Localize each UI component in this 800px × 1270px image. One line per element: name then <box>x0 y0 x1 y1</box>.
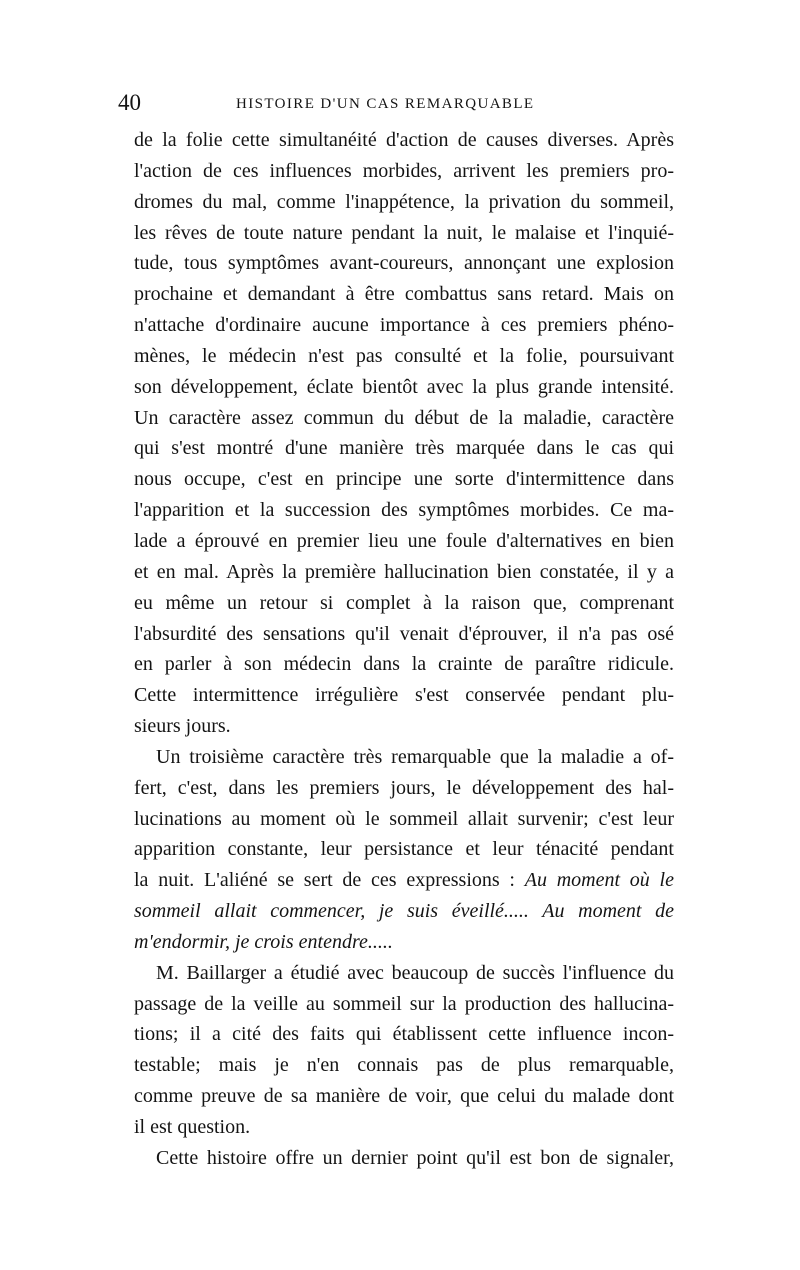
text-line: l'absurdité des sensations qu'il venait d'éprouver, il n'a pas osé <box>134 622 674 645</box>
text-line: Cette histoire offre un dernier point qu'il est bon de signaler, <box>156 1146 674 1169</box>
text-line-mixed <box>134 865 674 896</box>
text-line: lade a éprouvé en premier lieu une foule d'alternatives en bien <box>134 529 674 552</box>
text-line: n'attache d'ordinaire aucune importance à ces premiers phéno- <box>134 314 674 337</box>
text-line: fert, c'est, dans les premiers jours, le développement des hal- <box>134 776 674 799</box>
text-line: prochaine et demandant à être combattus sans retard. Mais on <box>134 283 674 306</box>
text-line: sieurs jours. <box>134 715 231 738</box>
text-line: Un caractère assez commun du début de la maladie, caractère <box>134 406 674 429</box>
text-line: comme preuve de sa manière de voir, que celui du malade dont <box>134 1085 674 1108</box>
text-line: Cette intermittence irrégulière s'est conservée pendant plu- <box>134 684 674 707</box>
text-line: les rêves de toute nature pendant la nuit, le malaise et l'inquié- <box>134 221 674 244</box>
text-line: l'apparition et la succession des symptômes morbides. Ce ma- <box>134 499 674 522</box>
italic-quote: m'endormir, je crois entendre..... <box>134 930 393 953</box>
text-line: de la folie cette simultanéité d'action de causes diverses. Après <box>134 129 674 151</box>
running-title: HISTOIRE D'UN CAS REMARQUABLE <box>236 96 535 112</box>
text-line: lucinations au moment où le sommeil allait survenir; c'est leur <box>134 807 674 830</box>
text-line <box>134 927 674 958</box>
running-head <box>118 88 678 118</box>
text-line: en parler à son médecin dans la crainte de paraître ridicule. <box>134 653 674 676</box>
text-line: nous occupe, c'est en principe une sorte d'intermittence dans <box>134 468 674 491</box>
italic-quote: sommeil allait commencer, je suis éveillé..... Au moment de <box>134 900 674 923</box>
text-line <box>134 896 674 927</box>
text-line: mènes, le médecin n'est pas consulté et la folie, poursuivant <box>134 344 674 367</box>
text-line: son développement, éclate bientôt avec la plus grande intensité. <box>134 375 674 398</box>
text-line: dromes du mal, comme l'inappétence, la privation du sommeil, <box>134 190 674 213</box>
text-segment: la nuit. L'aliéné se sert de ces expressions : <box>134 869 515 892</box>
text-line: apparition constante, leur persistance et leur ténacité pendant <box>134 838 674 861</box>
italic-quote: Au moment où le <box>524 869 674 892</box>
text-line: testable; mais je n'en connais pas de plus remarquable, <box>134 1054 674 1077</box>
text-line: tude, tous symptômes avant-coureurs, annonçant une explosion <box>134 252 674 275</box>
text-line: qui s'est montré d'une manière très marquée dans le cas qui <box>134 437 674 460</box>
text-line: l'action de ces influences morbides, arrivent les premiers pro- <box>134 159 674 182</box>
text-line: tions; il a cité des faits qui établissent cette influence incon- <box>134 1023 674 1046</box>
text-line: passage de la veille au sommeil sur la production des hallucina- <box>134 992 674 1015</box>
text-line: il est question. <box>134 1116 251 1138</box>
text-line: M. Baillarger a étudié avec beaucoup de succès l'influence du <box>156 961 674 984</box>
text-line: eu même un retour si complet à la raison que, comprenant <box>134 591 674 614</box>
page-number: 40 <box>118 90 141 115</box>
text-line: Un troisième caractère très remarquable que la maladie a of- <box>156 745 674 768</box>
text-line: et en mal. Après la première hallucination bien constatée, il y a <box>134 560 674 583</box>
body-text <box>134 125 674 1174</box>
